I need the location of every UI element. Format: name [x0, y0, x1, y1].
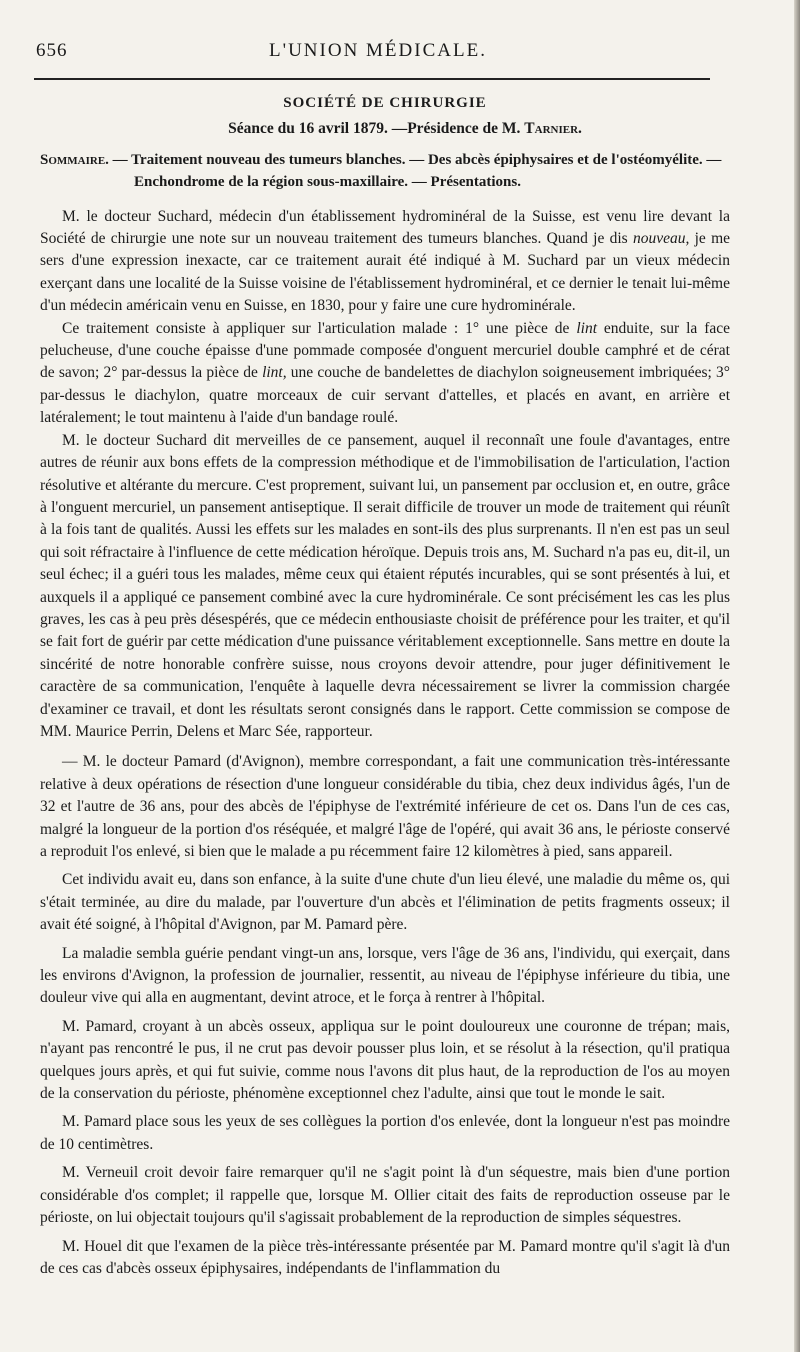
session-president: Tarnier. [524, 120, 582, 138]
running-header [36, 40, 720, 74]
paragraph-verneuil: M. Verneuil croit devoir faire remarquer qu'il ne s'agit point là d'un séquestre, mais bien d'une portion considérable d'os complet; il rappelle que, lorsque M. Ollier citait des faits de reproduction osseuse par le périoste, on lui objectait toujours qu'il s'agissait probablement de la reproduction de simples séquestres. [40, 1164, 730, 1227]
header-rule [34, 78, 710, 80]
paragraph-text: Ce traitement consiste à appliquer sur l'articulation malade : 1° une pièce de [62, 319, 577, 337]
paragraph-text: M. le docteur Suchard, médecin d'un établissement hydrominéral de la Suisse, est venu lire devant la Société de chirurgie une note sur un nouveau traitement des tumeurs blanches. Quand je dis [40, 207, 730, 248]
emphasis-text: lint [576, 319, 597, 337]
section-title: SOCIÉTÉ DE CHIRURGIE [283, 95, 487, 111]
paragraph-patient-history: Cet individu avait eu, dans son enfance, à la suite d'une chute d'un lieu élevé, une maladie du même os, qui s'était terminée, au dire du malade, par l'ouverture d'un abcès et l'élimination de petits fragments osseux; il avait été soigné, à l'hôpital d'Avignon, par M. Pamard père. [40, 871, 730, 934]
paragraph-specimen: M. Pamard place sous les yeux de ses collègues la portion d'os enlevée, dont la longueur n'est pas moindre de 10 centimètres. [40, 1113, 730, 1153]
session-prefix: Séance du 16 avril 1879. —Présidence de M. [228, 120, 525, 138]
emphasis-text: nouveau, [632, 230, 690, 248]
paragraph-relapse: La maladie sembla guérie pendant vingt-un ans, lorsque, vers l'âge de 36 ans, l'individu, qui exerçait, dans les environs d'Avignon, la profession de journalier, ressentit, au niveau de l'épiphyse inférieure du tibia, une douleur vive qui alla en augmentant, devint atroce, et le força à rentrer à l'hôpital. [40, 944, 730, 1007]
emphasis-text: lint, [262, 364, 287, 382]
article-body [40, 86, 730, 1280]
session-line [80, 118, 730, 140]
summary-text: — Traitement nouveau des tumeurs blanches. — Des abcès épiphysaires et de l'ostéomyélite. — Enchondrome de la région sous-maxillaire. — Présentations. [108, 151, 722, 191]
paragraph-resection: M. Pamard, croyant à un abcès osseux, appliqua sur le point douloureux une couronne de trépan; mais, n'ayant pas rencontré le pus, il ne crut pas devoir pousser plus loin, et se résolut à la résection, qu'il pratiqua quelques jours après, et qui fut suivie, comme nous l'avons dit plus haut, de la reproduction de l'os au moyen de la conservation du périoste, phénomène exceptionnel chez l'adulte, ainsi que tout le monde le sait. [40, 1017, 730, 1103]
paragraph-suchard-claims: M. le docteur Suchard dit merveilles de ce pansement, auquel il reconnaît une foule d'avantages, entre autres de réunir aux bons effets de la compression méthodique et de l'immobilisation de l'articulation, l'action résolutive et altérante du mercure. C'est proprement, suivant lui, un pansement par occlusion et, en outre, grâce à l'onguent mercuriel, un pansement antiseptique. Il serait difficile de trouver un mode de traitement qui réunît à la fois tant de qualités. Aussi les effets sur les malades en sont-ils des plus surprenants. Il n'en est pas un seul qui soit réfractaire à l'influence de cette médication héroïque. Depuis trois ans, M. Suchard n'a pas eu, dit-il, un seul échec; il a guéri tous les malades, même ceux qui étaient réputés incurables, qui se sont présentés à lui, et auxquels il a appliqué ce pansement combiné avec la cure hydrominérale. Ce sont précisément les cas les plus graves, les cas à peu près désespérés, que ce médecin enthousiaste choisit de préférence pour les traiter, et qu'il se fait fort de guérir par cette médication d'une puissance véritablement exceptionnelle. Sans mettre en doute la sincérité de notre honorable confrère suisse, nous croyons devoir attendre, pour juger définitivement le caractère de sa communication, l'enquête à laquelle devra nécessairement se livrer la commission chargée d'examiner ce travail, et dont les résultats seront consignés dans le rapport. Cette commission se compose de MM. Maurice Perrin, Delens et Marc Sée, rapporteur. [40, 431, 730, 740]
paragraph-suchard-intro [40, 206, 730, 318]
paragraph-text: je me sers d'une expression inexacte, car ce traitement aurait été indiqué à M. Suchard par un vieux médecin exerçant dans une localité de la Suisse voisine de l'établissement hydrominéral, et ce dernier le tenait lui-même d'un médecin américain venu en Suisse, en 1830, pour y faire une cure hydrominérale. [40, 230, 730, 315]
journal-title: L'UNION MÉDICALE. [269, 40, 487, 61]
paragraph-text: une couche de bandelettes de diachylon soigneusement imbriquées; 3° par-dessus le diachylon, quatre morceaux de cuir servant d'attelles, et placés en avant, en arrière et latéralement; le tout maintenu à l'aide d'un bandage roulé. [40, 364, 730, 427]
summary [40, 149, 730, 194]
summary-label: Sommaire. [40, 151, 109, 168]
paragraph-text: enduite, sur la face pelucheuse, d'une couche épaisse d'une pommade composée d'onguent mercuriel double camphré et de cérat de savon; 2° par-dessus la pièce de [40, 319, 730, 382]
paragraph-houel: M. Houel dit que l'examen de la pièce très-intéressante présentée par M. Pamard montre qu'il s'agit là d'un de ces cas d'abcès osseux épiphysaires, indépendants de l'inflammation du [40, 1237, 730, 1277]
paragraph-treatment [40, 318, 730, 430]
page-spine-shadow [794, 0, 800, 1352]
paragraph-pamard: — M. le docteur Pamard (d'Avignon), membre correspondant, a fait une communication très-intéressante relative à deux opérations de résection d'une longueur considérable du tibia, chez deux individus âgés, l'un de 32 et l'autre de 36 ans, pour des abcès de l'épiphyse de l'extrémité inférieure de cet os. Dans l'un de ces cas, malgré la longueur de la portion d'os réséquée, et malgré l'âge de l'opéré, qui avait 36 ans, le périoste conservé a reproduit l'os enlevé, si bien que le malade a pu récemment faire 12 kilomètres à pied, sans appareil. [40, 753, 730, 860]
page-number: 656 [36, 40, 68, 61]
